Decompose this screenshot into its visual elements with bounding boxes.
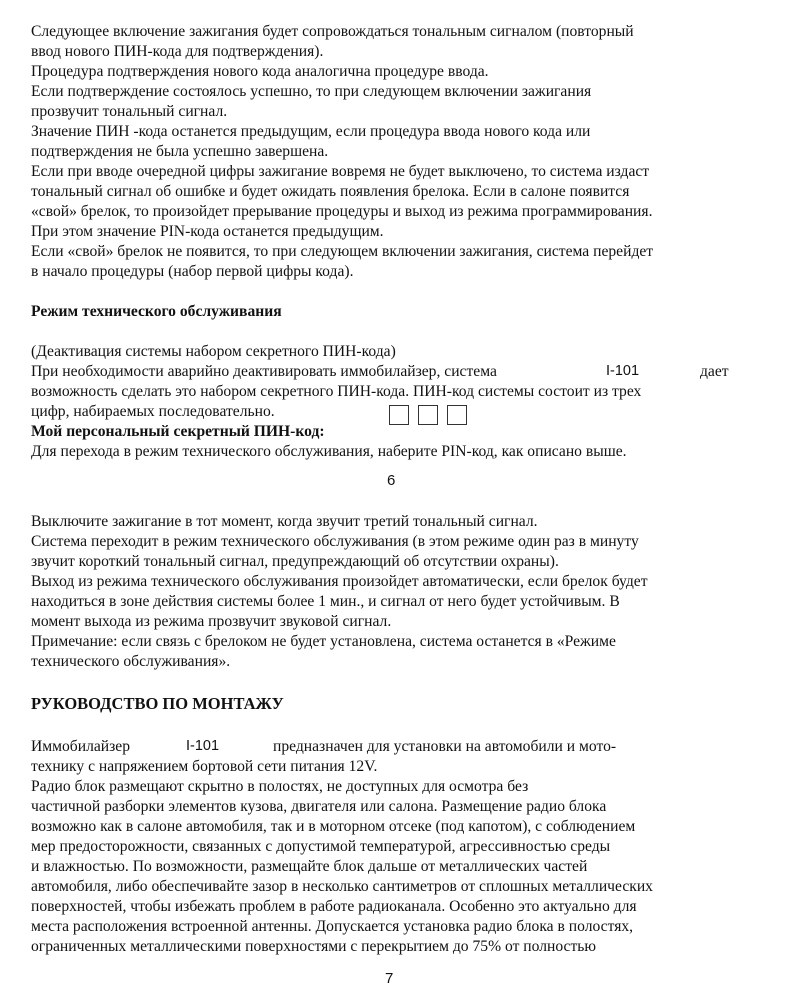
text-line: находиться в зоне действия системы более 1 мин., и сигнал от него будет устойчивым. В xyxy=(31,593,620,610)
page-number: 6 xyxy=(387,472,396,489)
text-line: момент выхода из режима прозвучит звуковой сигнал. xyxy=(31,613,392,630)
text-line: технического обслуживания». xyxy=(31,653,231,670)
text-line: ввод нового ПИН-кода для подтверждения). xyxy=(31,43,324,60)
text-line: Если «свой» брелок не появится, то при следующем включении зажигания, система перейдет xyxy=(31,243,654,260)
text-line: возможность сделать это набором секретного ПИН-кода. ПИН-код системы состоит из трех xyxy=(31,383,642,400)
text-line: Для перехода в режим технического обслуживания, наберите PIN-код, как описано выше. xyxy=(31,443,627,460)
page-number: 7 xyxy=(385,970,394,987)
pin-label: Мой персональный секретный ПИН-код: xyxy=(31,423,325,440)
text-line: Если подтверждение состоялось успешно, то при следующем включении зажигания xyxy=(31,83,592,100)
text-line: мер предосторожности, связанных с допустимой температурой, агрессивностью среды xyxy=(31,838,611,855)
text-line: дает xyxy=(700,363,729,380)
text-line: ограниченных металлическими поверхностями с перекрытием до 75% от полностью xyxy=(31,938,597,955)
text-line: и влажностью. По возможности, размещайте блок дальше от металлических частей xyxy=(31,858,588,875)
text-line: «свой» брелок, то произойдет прерывание процедуры и выход из режима программирования. xyxy=(31,203,653,220)
text-line: прозвучит тональный сигнал. xyxy=(31,103,228,120)
text-line: При этом значение PIN-кода останется предыдущим. xyxy=(31,223,384,240)
text-line: звучит короткий тональный сигнал, предупреждающий об отсутствии охраны). xyxy=(31,553,559,570)
pin-digit-box-3 xyxy=(447,405,467,425)
install-heading: РУКОВОДСТВО ПО МОНТАЖУ xyxy=(31,694,284,713)
text-line: технику с напряжением бортовой сети питания 12V. xyxy=(31,758,378,775)
maintenance-heading: Режим технического обслуживания xyxy=(31,303,282,320)
text-line: возможно как в салоне автомобиля, так и в моторном отсеке (под капотом), с соблюдением xyxy=(31,818,636,835)
text-line: Радио блок размещают скрытно в полостях, не доступных для осмотра без xyxy=(31,778,529,795)
text-line: При необходимости аварийно деактивировать иммобилайзер, система xyxy=(31,363,497,380)
model-name: I-101 xyxy=(606,363,640,379)
text-line: места расположения встроенной антенны. Допускается установка радио блока в полостях, xyxy=(31,918,634,935)
text-line: Выключите зажигание в тот момент, когда звучит третий тональный сигнал. xyxy=(31,513,538,530)
text-line: Если при вводе очередной цифры зажигание вовремя не будет выключено, то система издаст xyxy=(31,163,650,180)
text-line: цифр, набираемых последовательно. xyxy=(31,403,275,420)
text-line: Значение ПИН -кода останется предыдущим, если процедура ввода нового кода или xyxy=(31,123,591,140)
text-line: Примечание: если связь с брелоком не будет установлена, система останется в «Режиме xyxy=(31,633,616,650)
text-line: предназначен для установки на автомобили и мото- xyxy=(273,738,617,755)
text-line: тональный сигнал об ошибке и будет ожидать появления брелока. Если в салоне появится xyxy=(31,183,630,200)
model-name: I-101 xyxy=(186,738,220,754)
pin-digit-box-1 xyxy=(389,405,409,425)
text-line: поверхностей, чтобы избежать проблем в работе радиоканала. Особенно это актуально для xyxy=(31,898,637,915)
text-line: Следующее включение зажигания будет сопровождаться тональным сигналом (повторный xyxy=(31,23,634,40)
text-line: подтверждения не была успешно завершена. xyxy=(31,143,329,160)
pin-digit-box-2 xyxy=(418,405,438,425)
text-line: в начало процедуры (набор первой цифры кода). xyxy=(31,263,354,280)
text-line: Процедура подтверждения нового кода аналогична процедуре ввода. xyxy=(31,63,489,80)
text-line: Выход из режима технического обслуживания произойдет автоматически, если брелок будет xyxy=(31,573,648,590)
deactivation-note: (Деактивация системы набором секретного ПИН-кода) xyxy=(31,343,396,360)
text-line: Система переходит в режим технического обслуживания (в этом режиме один раз в минуту xyxy=(31,533,639,550)
text-line: автомобиля, либо обеспечивайте зазор в несколько сантиметров от сплошных металлических xyxy=(31,878,653,895)
text-line: Иммобилайзер xyxy=(31,738,130,755)
text-line: частичной разборки элементов кузова, двигателя или салона. Размещение радио блока xyxy=(31,798,607,815)
